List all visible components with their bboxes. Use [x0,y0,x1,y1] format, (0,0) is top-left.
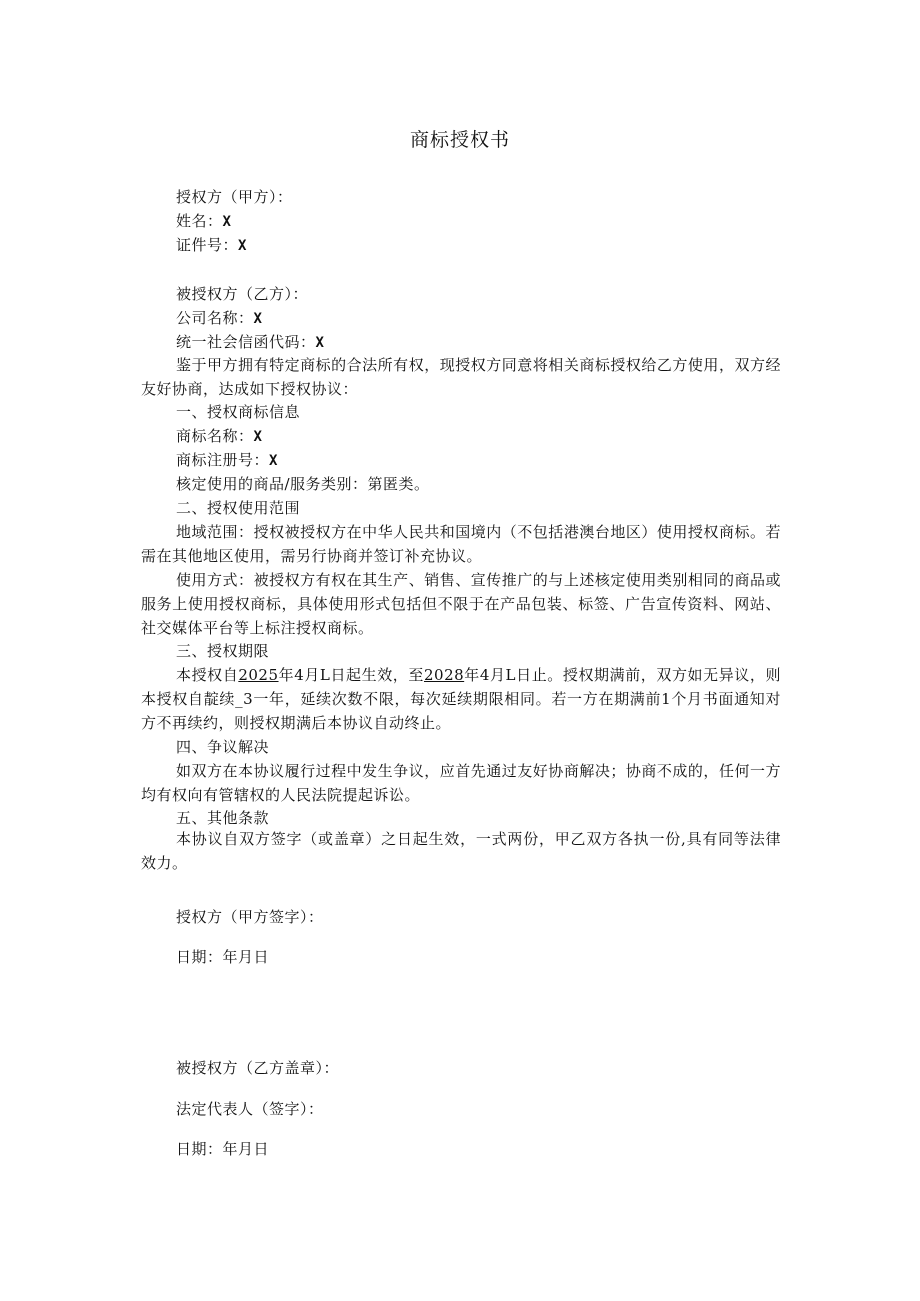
usage-paragraph: 使用方式：被授权方有权在其生产、销售、宣传推广的与上述核定使用类别相同的商品或服务上使用授权商标，具体使用形式包括但不限于在产品包装、标签、广告宣传资料、网站、社交媒体平台等上标注授权商标。 [141,571,781,637]
term-text-4: 一年，延续次数不限，每次延续期限相同。若一方在期满前1个月书面通知对方不再续约，则授权期满后本协议自动终止。 [141,690,781,732]
trademark-reg-line [176,449,278,472]
party-b-credit-label: 统一社会信函代码： [176,333,316,351]
term-text-3: 年4月L日止。授权期满前，双方如无异议，则本授权自靛续 [141,666,781,708]
trademark-reg-label: 商标注册号： [176,451,270,469]
other-terms-paragraph: 本协议自双方签字（或盖章）之日起生效，一式两份，甲乙双方各执一份,具有同等法律效力。 [141,830,781,872]
dispute-paragraph: 如双方在本协议履行过程中发生争议，应首先通过友好协商解决；协商不成的，任何一方均有权向有管辖权的人民法院提起诉讼。 [141,762,781,804]
section-4-heading: 四、争议解决 [176,738,270,756]
party-a-id-line [176,234,247,257]
term-renew-years: _3 [235,690,254,708]
term-text-2: 年4月L日起生效，至 [278,666,424,684]
party-b-company-label: 公司名称： [176,309,254,327]
party-b-company-value: X [253,311,263,327]
party-b-company-line [176,307,262,330]
section-1-heading: 一、授权商标信息 [176,403,301,421]
party-b-heading: 被授权方（乙方）： [176,285,309,303]
term-end-year: 2028 [423,666,465,684]
section-5-heading: 五、其他条款 [176,809,270,827]
party-a-id-value: X [238,238,247,254]
party-b-credit-value: X [315,335,325,351]
party-a-heading: 授权方（甲方）： [176,188,293,206]
party-a-name-line [176,210,231,233]
term-paragraph [141,663,781,735]
section-2-heading: 二、授权使用范围 [176,499,301,517]
party-a-id-label: 证件号： [176,236,239,254]
section-3-heading: 三、授权期限 [176,642,270,660]
party-a-date-line: 日期：年月日 [176,948,270,966]
region-paragraph: 地域范围：授权被授权方在中华人民共和国境内（不包括港澳台地区）使用授权商标。若需在其他地区使用，需另行协商并签订补充协议。 [141,523,781,565]
party-b-representative-line: 法定代表人（签字）： [176,1100,324,1118]
intro-paragraph: 鉴于甲方拥有特定商标的合法所有权，现授权方同意将相关商标授权给乙方使用，双方经友好协商，达成如下授权协议： [141,356,781,398]
trademark-name-line [176,425,262,448]
document-title: 商标授权书 [409,129,510,151]
party-b-credit-line [176,331,324,354]
trademark-reg-value: X [269,453,278,469]
party-a-name-label: 姓名： [176,212,223,230]
term-text-1: 本授权自 [176,666,239,684]
party-a-signature-line: 授权方（甲方签字）： [176,908,324,926]
term-start-year: 2025 [238,666,279,684]
party-b-date-line: 日期：年月日 [176,1140,270,1158]
party-b-seal-line: 被授权方（乙方盖章）： [176,1059,340,1077]
trademark-name-value: X [253,429,263,445]
trademark-category-line: 核定使用的商品/服务类别：第匿类。 [176,475,430,493]
party-a-name-value: X [222,214,232,230]
trademark-name-label: 商标名称： [176,427,254,445]
